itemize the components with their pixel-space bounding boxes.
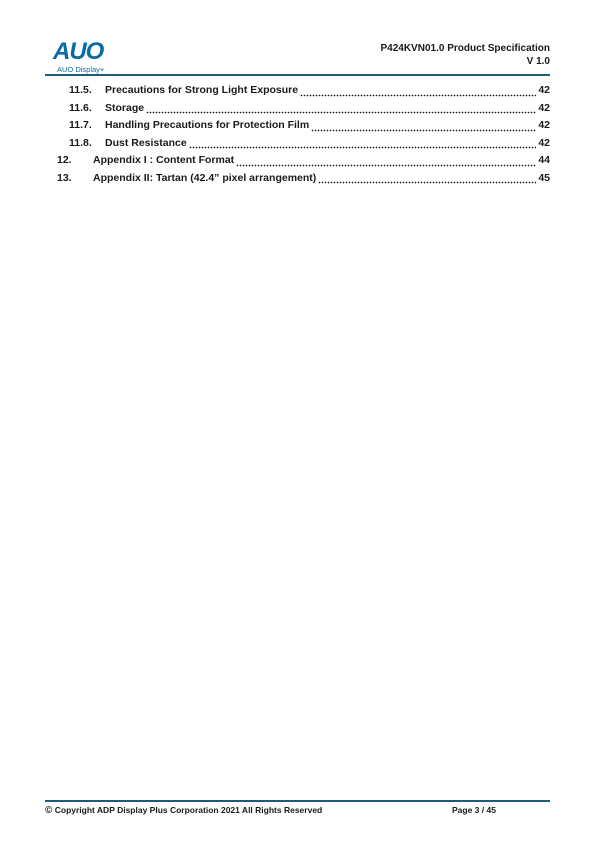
toc-leader-dots [311,117,536,135]
toc-entry-page: 42 [538,119,550,131]
toc-entry-page: 42 [538,101,550,114]
document-title: P424KVN01.0 Product Specification [380,43,550,54]
toc-entry[interactable] [57,100,550,118]
toc-leader-dots [189,135,537,153]
toc-entry-title: Appendix II: Tartan (42.4” pixel arrangement) [93,171,317,184]
footer-copyright [45,804,322,817]
toc-entry-page: 45 [538,171,550,184]
toc-entry-page: 44 [538,154,550,166]
toc-entry-title: Handling Precautions for Protection Film [105,119,310,131]
toc-entry-number: 11.6. [69,101,92,114]
toc-entry-title: Precautions for Strong Light Exposure [105,84,299,96]
table-of-contents [57,82,550,187]
footer-page-number: Page 3 / 45 [452,805,496,815]
toc-entry-title: Storage [105,101,145,114]
logo-wordmark: AUO [53,38,104,65]
toc-entry-number: 12. [57,154,72,166]
toc-entry-page: 42 [538,84,550,96]
toc-leader-dots [236,152,536,170]
toc-leader-dots [300,82,536,100]
toc-entry-number: 11.7. [69,119,92,131]
toc-entry-page: 42 [538,136,550,149]
toc-entry-number: 11.8. [69,136,92,149]
toc-entry[interactable] [57,152,550,170]
document-header [380,42,550,68]
toc-entry-title: Dust Resistance [105,136,187,149]
auo-logo [53,40,115,76]
toc-entry-number: 11.5. [69,84,92,96]
copyright-icon: © [45,805,53,816]
header-divider [45,74,550,76]
toc-leader-dots [146,100,536,118]
document-version: V 1.0 [526,56,550,67]
copyright-text: Copyright ADP Display Plus Corporation 2021 All Rights Reserved [52,805,323,815]
logo-subtext: AUO Display+ [57,65,105,74]
toc-entry[interactable] [57,82,550,100]
toc-entry[interactable] [57,170,550,188]
toc-entry[interactable] [57,135,550,153]
toc-entry[interactable] [57,117,550,135]
footer-divider [45,800,550,802]
toc-leader-dots [318,170,536,188]
toc-entry-number: 13. [57,171,72,184]
toc-entry-title: Appendix I : Content Format [93,154,235,166]
